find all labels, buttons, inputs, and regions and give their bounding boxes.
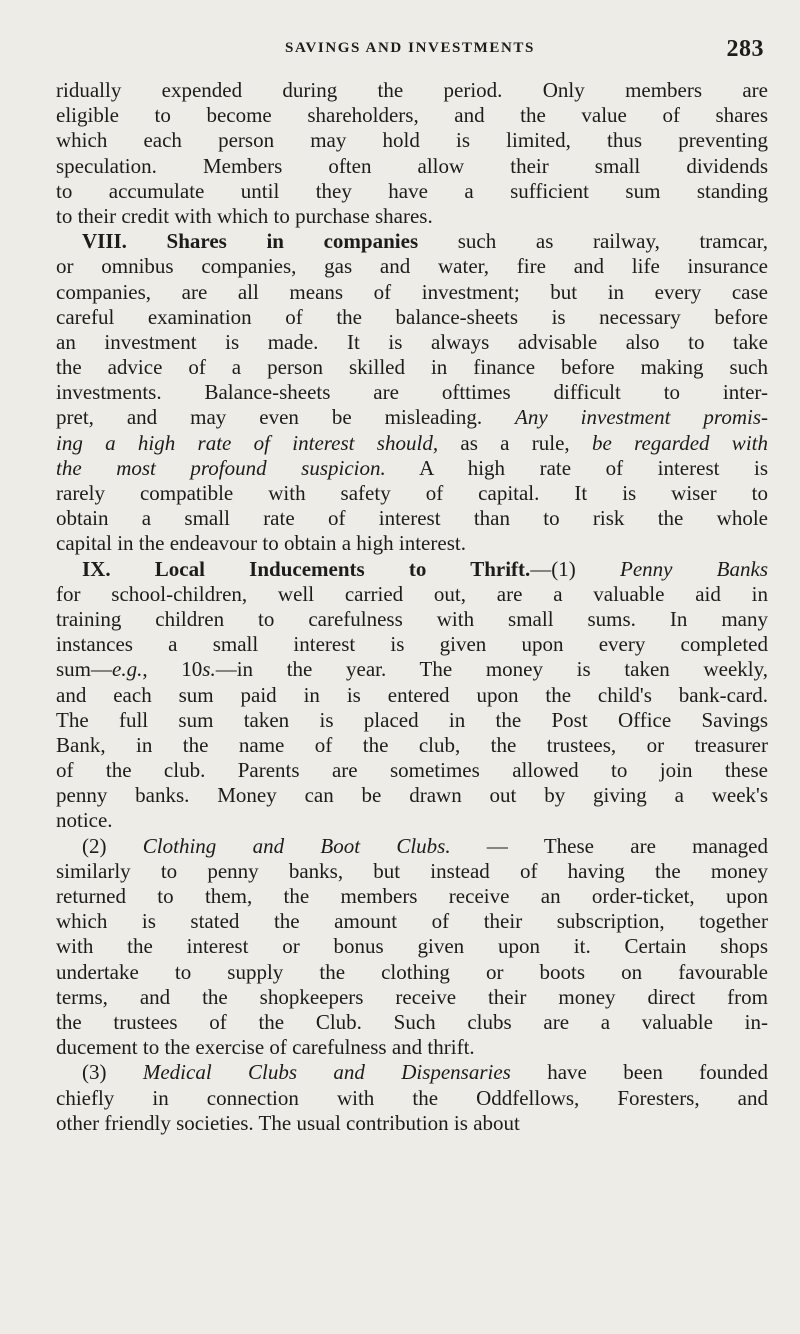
text-line (56, 733, 768, 758)
text-line (56, 431, 768, 456)
text-line (56, 154, 768, 179)
text-run: chiefly in connection with the Oddfellows, Foresters, and (56, 1085, 768, 1110)
italic-text: Medical Clubs and Dispensaries (142, 1060, 511, 1085)
text-line (56, 229, 768, 254)
text-run: for school-children, well carried out, are a valuable aid in (56, 581, 768, 606)
text-line (56, 204, 768, 229)
text-run: to their credit with which to purchase shares. (56, 203, 433, 228)
text-run: terms, and the shopkeepers receive their money direct from (56, 984, 768, 1009)
text-run: other friendly societies. The usual contribution is about (56, 1110, 520, 1135)
text-run: , 10 (142, 657, 203, 682)
text-run: returned to them, the members receive an order-ticket, upon (56, 884, 768, 908)
italic-text: s. (202, 657, 216, 682)
running-header (56, 36, 764, 66)
body-text (56, 78, 768, 1136)
text-line (56, 884, 768, 909)
text-line (56, 934, 768, 959)
text-line (56, 355, 768, 380)
text-run: notice. (56, 808, 113, 833)
text-run: which is stated the amount of their subscription, together (56, 909, 768, 934)
text-run: training children to carefulness with small sums. In many (56, 606, 768, 631)
text-run: ridually expended during the period. Only members are (56, 78, 768, 102)
text-line (56, 128, 768, 153)
text-line (56, 657, 768, 682)
text-line (56, 1060, 768, 1085)
text-run: (2) (82, 833, 143, 858)
italic-text: Any investment promis- (515, 405, 768, 430)
text-run: sum— (56, 657, 113, 682)
bold-heading-text: VIII. Shares in companies (82, 229, 419, 254)
text-line (56, 481, 768, 506)
text-line (56, 330, 768, 355)
text-run: penny banks. Money can be drawn out by giving a week's (56, 783, 768, 808)
text-line (56, 683, 768, 708)
text-run: The full sum taken is placed in the Post Office Savings (56, 707, 768, 732)
text-run: —in the year. The money is taken weekly, (215, 657, 769, 682)
text-run: instances a small interest is given upon every completed (56, 632, 768, 657)
page-number: 283 (726, 36, 764, 62)
text-line (56, 632, 768, 657)
italic-text: be regarded with (591, 430, 768, 455)
running-title: SAVINGS AND INVESTMENTS (285, 40, 535, 56)
text-line (56, 1086, 768, 1111)
text-run: (3) (82, 1060, 143, 1085)
text-line (56, 985, 768, 1010)
italic-text: Clothing and Boot Clubs. (142, 833, 451, 858)
paragraph (56, 1060, 768, 1136)
italic-text: e.g. (112, 657, 143, 682)
text-run: similarly to penny banks, but instead of having the money (56, 858, 768, 883)
text-run: undertake to supply the clothing or boots on favourable (56, 959, 768, 984)
text-run: eligible to become shareholders, and the value of shares (56, 103, 768, 128)
italic-text: Penny Banks (620, 556, 768, 581)
text-run: to accumulate until they have a sufficient sum standing (56, 178, 768, 203)
text-line (56, 859, 768, 884)
text-run: and each sum paid in is entered upon the child's bank-card. (56, 682, 768, 707)
text-line (56, 405, 768, 430)
paragraph (56, 78, 768, 229)
text-line (56, 456, 768, 481)
text-run: ducement to the exercise of carefulness and thrift. (56, 1035, 475, 1060)
text-run: —(1) (530, 556, 620, 581)
text-line (56, 1111, 768, 1136)
text-run: Bank, in the name of the club, the trustees, or treasurer (56, 732, 768, 757)
text-run: which each person may hold is limited, thus preventing (56, 128, 768, 153)
paragraph (56, 229, 768, 556)
text-run: pret, and may even be misleading. (56, 405, 516, 430)
text-run: as a rule, (438, 430, 592, 455)
text-line (56, 834, 768, 859)
text-line (56, 103, 768, 128)
text-run: companies, are all means of investment; but in every case (56, 279, 768, 304)
text-line (56, 1010, 768, 1035)
text-run: with the interest or bonus given upon it. Certain shops (56, 934, 768, 959)
text-line (56, 783, 768, 808)
text-line (56, 280, 768, 305)
text-run: obtain a small rate of interest than to risk the whole (56, 506, 768, 531)
text-line (56, 1035, 768, 1060)
text-run: of the club. Parents are sometimes allowed to join these (56, 758, 768, 783)
paragraph (56, 834, 768, 1061)
text-line (56, 506, 768, 531)
text-run: A high rate of interest is (385, 455, 769, 480)
text-run: such as railway, tramcar, (418, 229, 768, 254)
text-line (56, 708, 768, 733)
text-line (56, 179, 768, 204)
bold-heading-text: IX. Local Inducements to Thrift. (82, 556, 531, 581)
text-line (56, 254, 768, 279)
text-run: — These are managed (450, 833, 768, 858)
text-run: the advice of a person skilled in finance before making such (56, 355, 768, 380)
text-line (56, 305, 768, 330)
text-run: investments. Balance-sheets are ofttimes difficult to inter- (56, 380, 768, 405)
text-run: speculation. Members often allow their small dividends (56, 153, 768, 178)
text-line (56, 607, 768, 632)
text-run: capital in the endeavour to obtain a high interest. (56, 531, 466, 556)
text-line (56, 557, 768, 582)
paragraph (56, 557, 768, 834)
text-run: or omnibus companies, gas and water, fire and life insurance (56, 254, 768, 279)
italic-text: the most profound suspicion. (56, 455, 386, 480)
text-line (56, 78, 768, 103)
text-line (56, 808, 768, 833)
italic-text: ing a high rate of interest should, (56, 430, 439, 455)
text-line (56, 380, 768, 405)
text-line (56, 758, 768, 783)
text-line (56, 909, 768, 934)
text-run: an investment is made. It is always advisable also to take (56, 329, 768, 354)
text-run: rarely compatible with safety of capital. It is wiser to (56, 481, 768, 505)
text-run: careful examination of the balance-sheets is necessary before (56, 304, 768, 329)
text-line (56, 960, 768, 985)
text-line (56, 582, 768, 607)
text-run: have been founded (510, 1060, 768, 1085)
text-run: the trustees of the Club. Such clubs are a valuable in- (56, 1009, 768, 1034)
text-line (56, 531, 768, 556)
